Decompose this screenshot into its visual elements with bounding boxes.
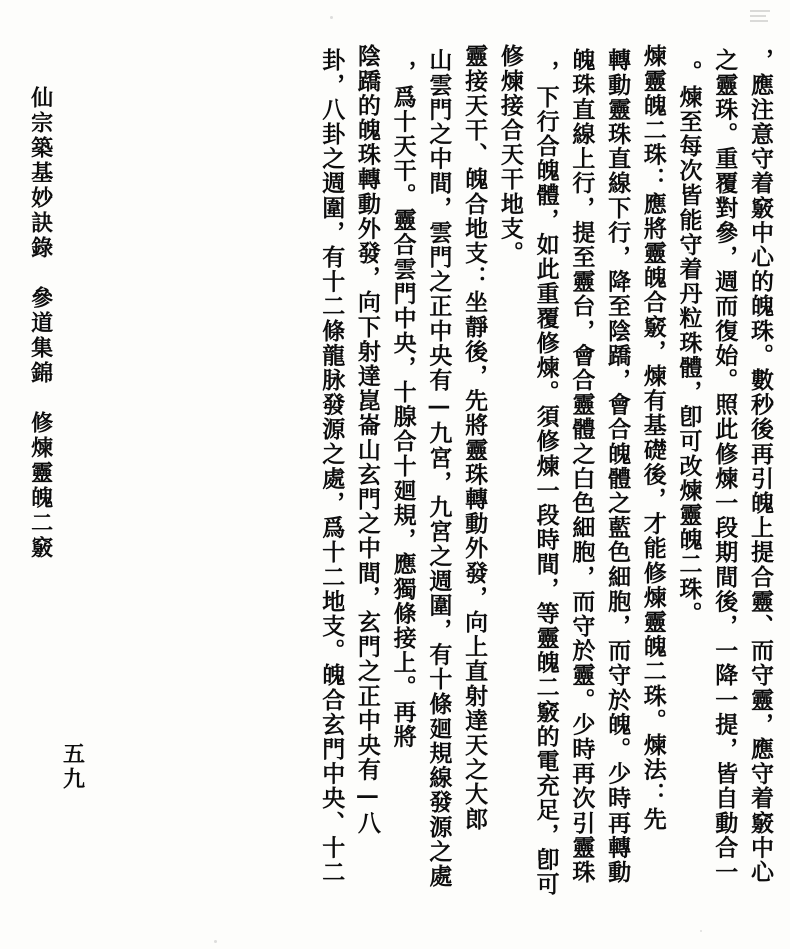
- text-column-1: ，應注意守着竅中心的魄珠。數秒後再引魄上提合靈、而守靈，應守着竅中心: [747, 48, 774, 885]
- text-column-7: ，下行合魄體，如此重覆修煉。須修煉一段時間，等靈魄二竅的電充足，卽可: [532, 60, 560, 897]
- text-column-11: ，爲十天干。靈合雲門中央，十腺合十廻規，應獨條接上。再將: [389, 60, 417, 749]
- text-column-13: 卦，八卦之週圍，有十二條龍脉發源之處，爲十二地支。魄合玄門中央、十二: [318, 48, 346, 885]
- text-column-2: 之靈珠。重覆對參，週而復始。照此修煉一段期間後，一降一提，皆自動合一: [711, 48, 739, 885]
- body-text-columns: [14, 34, 776, 941]
- corner-mark-line: [750, 20, 768, 22]
- running-title-text: 仙宗築基妙訣錄 參道集錦 修煉靈魄二竅: [27, 86, 54, 561]
- corner-mark-line: [750, 10, 770, 12]
- text-column-5: 轉動靈珠直線下行，降至陰蹻，會合魄體之藍色細胞，而守於魄。少時再轉動: [604, 48, 632, 885]
- page-number: 五九: [59, 742, 86, 792]
- scan-speck: [330, 16, 333, 19]
- corner-mark-line: [750, 15, 766, 17]
- running-title: [26, 86, 60, 706]
- text-column-3: 。煉至每次皆能守着丹粒珠體，卽可改煉靈魄二珠。: [675, 60, 703, 626]
- text-column-12: 陰蹻的魄珠轉動外發，向下射達崑崙山玄門之中間，玄門之正中央有—八: [353, 44, 381, 836]
- text-column-10: 山雲門之中間，雲門之正中央有—九宮，九宮之週圍，有十條廻規線發源之處: [425, 48, 453, 889]
- text-column-4: 煉靈魄二珠：應將靈魄合竅，煉有基礎後，才能修煉靈魄二珠。煉法：先: [639, 44, 667, 832]
- text-column-6: 魄珠直線上行，提至靈台，會合靈體之白色細胞，而守於靈。少時再次引靈珠: [568, 48, 596, 885]
- scan-corner-mark: [750, 10, 772, 28]
- text-column-9: 靈接天干、魄合地支：坐靜後，先將靈珠轉動外發，向上直射達天之大郎: [461, 44, 489, 832]
- text-column-8: 修煉接合天干地支。: [496, 44, 524, 266]
